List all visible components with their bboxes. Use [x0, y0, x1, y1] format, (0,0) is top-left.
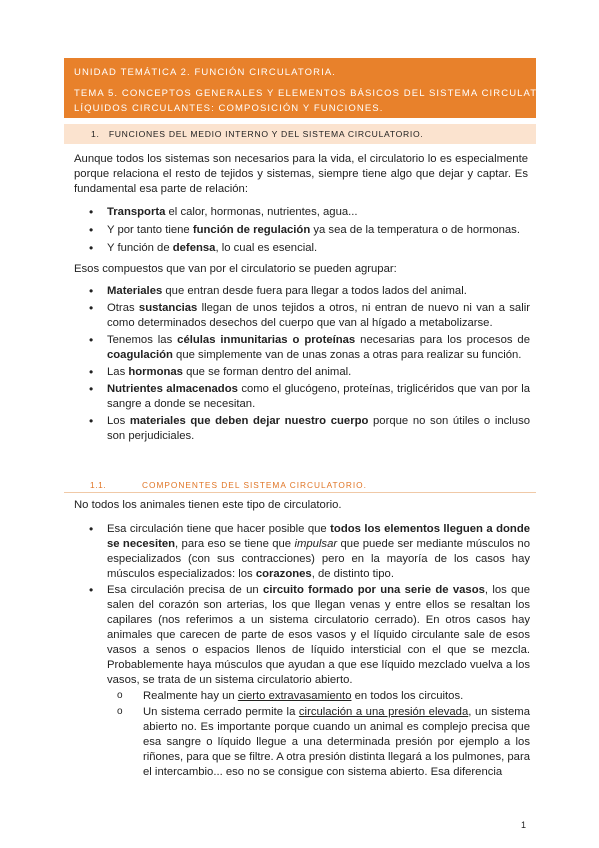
list-item: • Tenemos las células inmunitarias o proteínas necesarias para los procesos de coagulación que simplemente van de unas zonas a otras para realizar su función.: [74, 333, 530, 363]
list-item: • Otras sustancias llegan de unos tejidos a otros, ni entran de nuevo ni van a salir como determinados desechos del cuerpo que van al hígado a metabolizarse.: [74, 301, 530, 331]
list-item: • Esa circulación tiene que hacer posible que todos los elementos lleguen a donde se necesiten, para eso se tiene que impulsar que puede ser mediante músculos no especializados (con sus contracciones) pero en la mayoría de los casos hay músculos especializados: los corazones, de distinto tipo.: [74, 522, 530, 582]
list-item: • Materiales que entran desde fuera para llegar a todos lados del animal.: [74, 284, 530, 299]
section-1-heading: 1. FUNCIONES DEL MEDIO INTERNO Y DEL SISTEMA CIRCULATORIO.: [91, 129, 424, 139]
list-item: • Transporta el calor, hormonas, nutrientes, agua...: [74, 205, 530, 220]
list-item: • Los materiales que deben dejar nuestro cuerpo porque no son útiles o incluso son perjudiciales.: [74, 414, 530, 444]
list-item: • Esa circulación precisa de un circuito formado por una serie de vasos, los que salen del corazón son arterias, los que llegan venas y entre ellos se resaltan los capilares (nos referimos a un sistema circulatorio cerrado). En otros casos hay animales que carecen de parte de esos vasos y el líquido circulante sale de esos vasos a senos o espacios llenos de líquido intersticial con el que se mezcla. Probablemente haya músculos que ayudan a que ese líquido mezclado vuelva a los vasos, se trata de un sistema circulatorio abierto. o Realmente hay un cierto extravasamiento en todos los circuitos. o Un sistema cerrado permite la circulación a una presión elevada, un sistema abierto no. Es importante porque cuando un animal es complejo precisa que esa sangre o líquido llegue a una determinada presión por ejemplo a los riñones, para que se filtre. A otra presión distinta llegará a los pulmones, para el intercambio... eso no se consigue con sistema abierto. Esa diferencia: [74, 583, 530, 780]
sub-list-item: o Realmente hay un cierto extravasamiento en todos los circuitos.: [107, 689, 530, 704]
unit-title: UNIDAD TEMÁTICA 2. FUNCIÓN CIRCULATORIA.: [74, 67, 336, 78]
section-1-1-intro: No todos los animales tienen este tipo de circulatorio.: [74, 499, 342, 511]
list-item: • Y función de defensa, lo cual es esencial.: [74, 241, 530, 256]
section-1-1-title: COMPONENTES DEL SISTEMA CIRCULATORIO.: [142, 480, 367, 490]
sub-list-item: o Un sistema cerrado permite la circulación a una presión elevada, un sistema abierto no. Es importante porque cuando un animal es complejo precisa que esa sangre o líquido llegue a una determinada presión por ejemplo a los riñones, para que se filtre. A otra presión distinta llegará a los pulmones, para el intercambio... eso no se consigue con sistema abierto. Esa diferencia: [107, 705, 530, 780]
list-item: • Nutrientes almacenados como el glucógeno, proteínas, triglicéridos que van por la sangre a donde se necesitan.: [74, 382, 530, 412]
components-list: [74, 522, 530, 781]
list-item: • Y por tanto tiene función de regulación ya sea de la temperatura o de hormonas.: [74, 223, 530, 238]
functions-list: [74, 205, 530, 259]
topic-title-line1: TEMA 5. CONCEPTOS GENERALES Y ELEMENTOS BÁSICOS DEL SISTEMA CIRCULATORIO.: [74, 88, 570, 99]
groups-intro: Esos compuestos que van por el circulatorio se pueden agrupar:: [74, 263, 397, 275]
components-sublist: [107, 689, 530, 780]
section-1-1-heading: [64, 478, 536, 493]
section-1-heading-bar: [64, 124, 536, 144]
page-number: 1: [521, 820, 527, 830]
groups-list: [74, 284, 530, 446]
topic-title-line2: LÍQUIDOS CIRCULANTES: COMPOSICIÓN Y FUNCIONES.: [74, 103, 384, 114]
section-1-1-number: 1.1.: [90, 480, 107, 490]
list-item: • Las hormonas que se forman dentro del animal.: [74, 365, 530, 380]
section-1-intro: Aunque todos los sistemas son necesarios para la vida, el circulatorio lo es especialmente porque relaciona el resto de tejidos y sistemas, siempre tiene algo que dejar y captar. Es fundamental esa parte de relación:: [74, 153, 528, 195]
unit-header-banner: [64, 58, 570, 118]
